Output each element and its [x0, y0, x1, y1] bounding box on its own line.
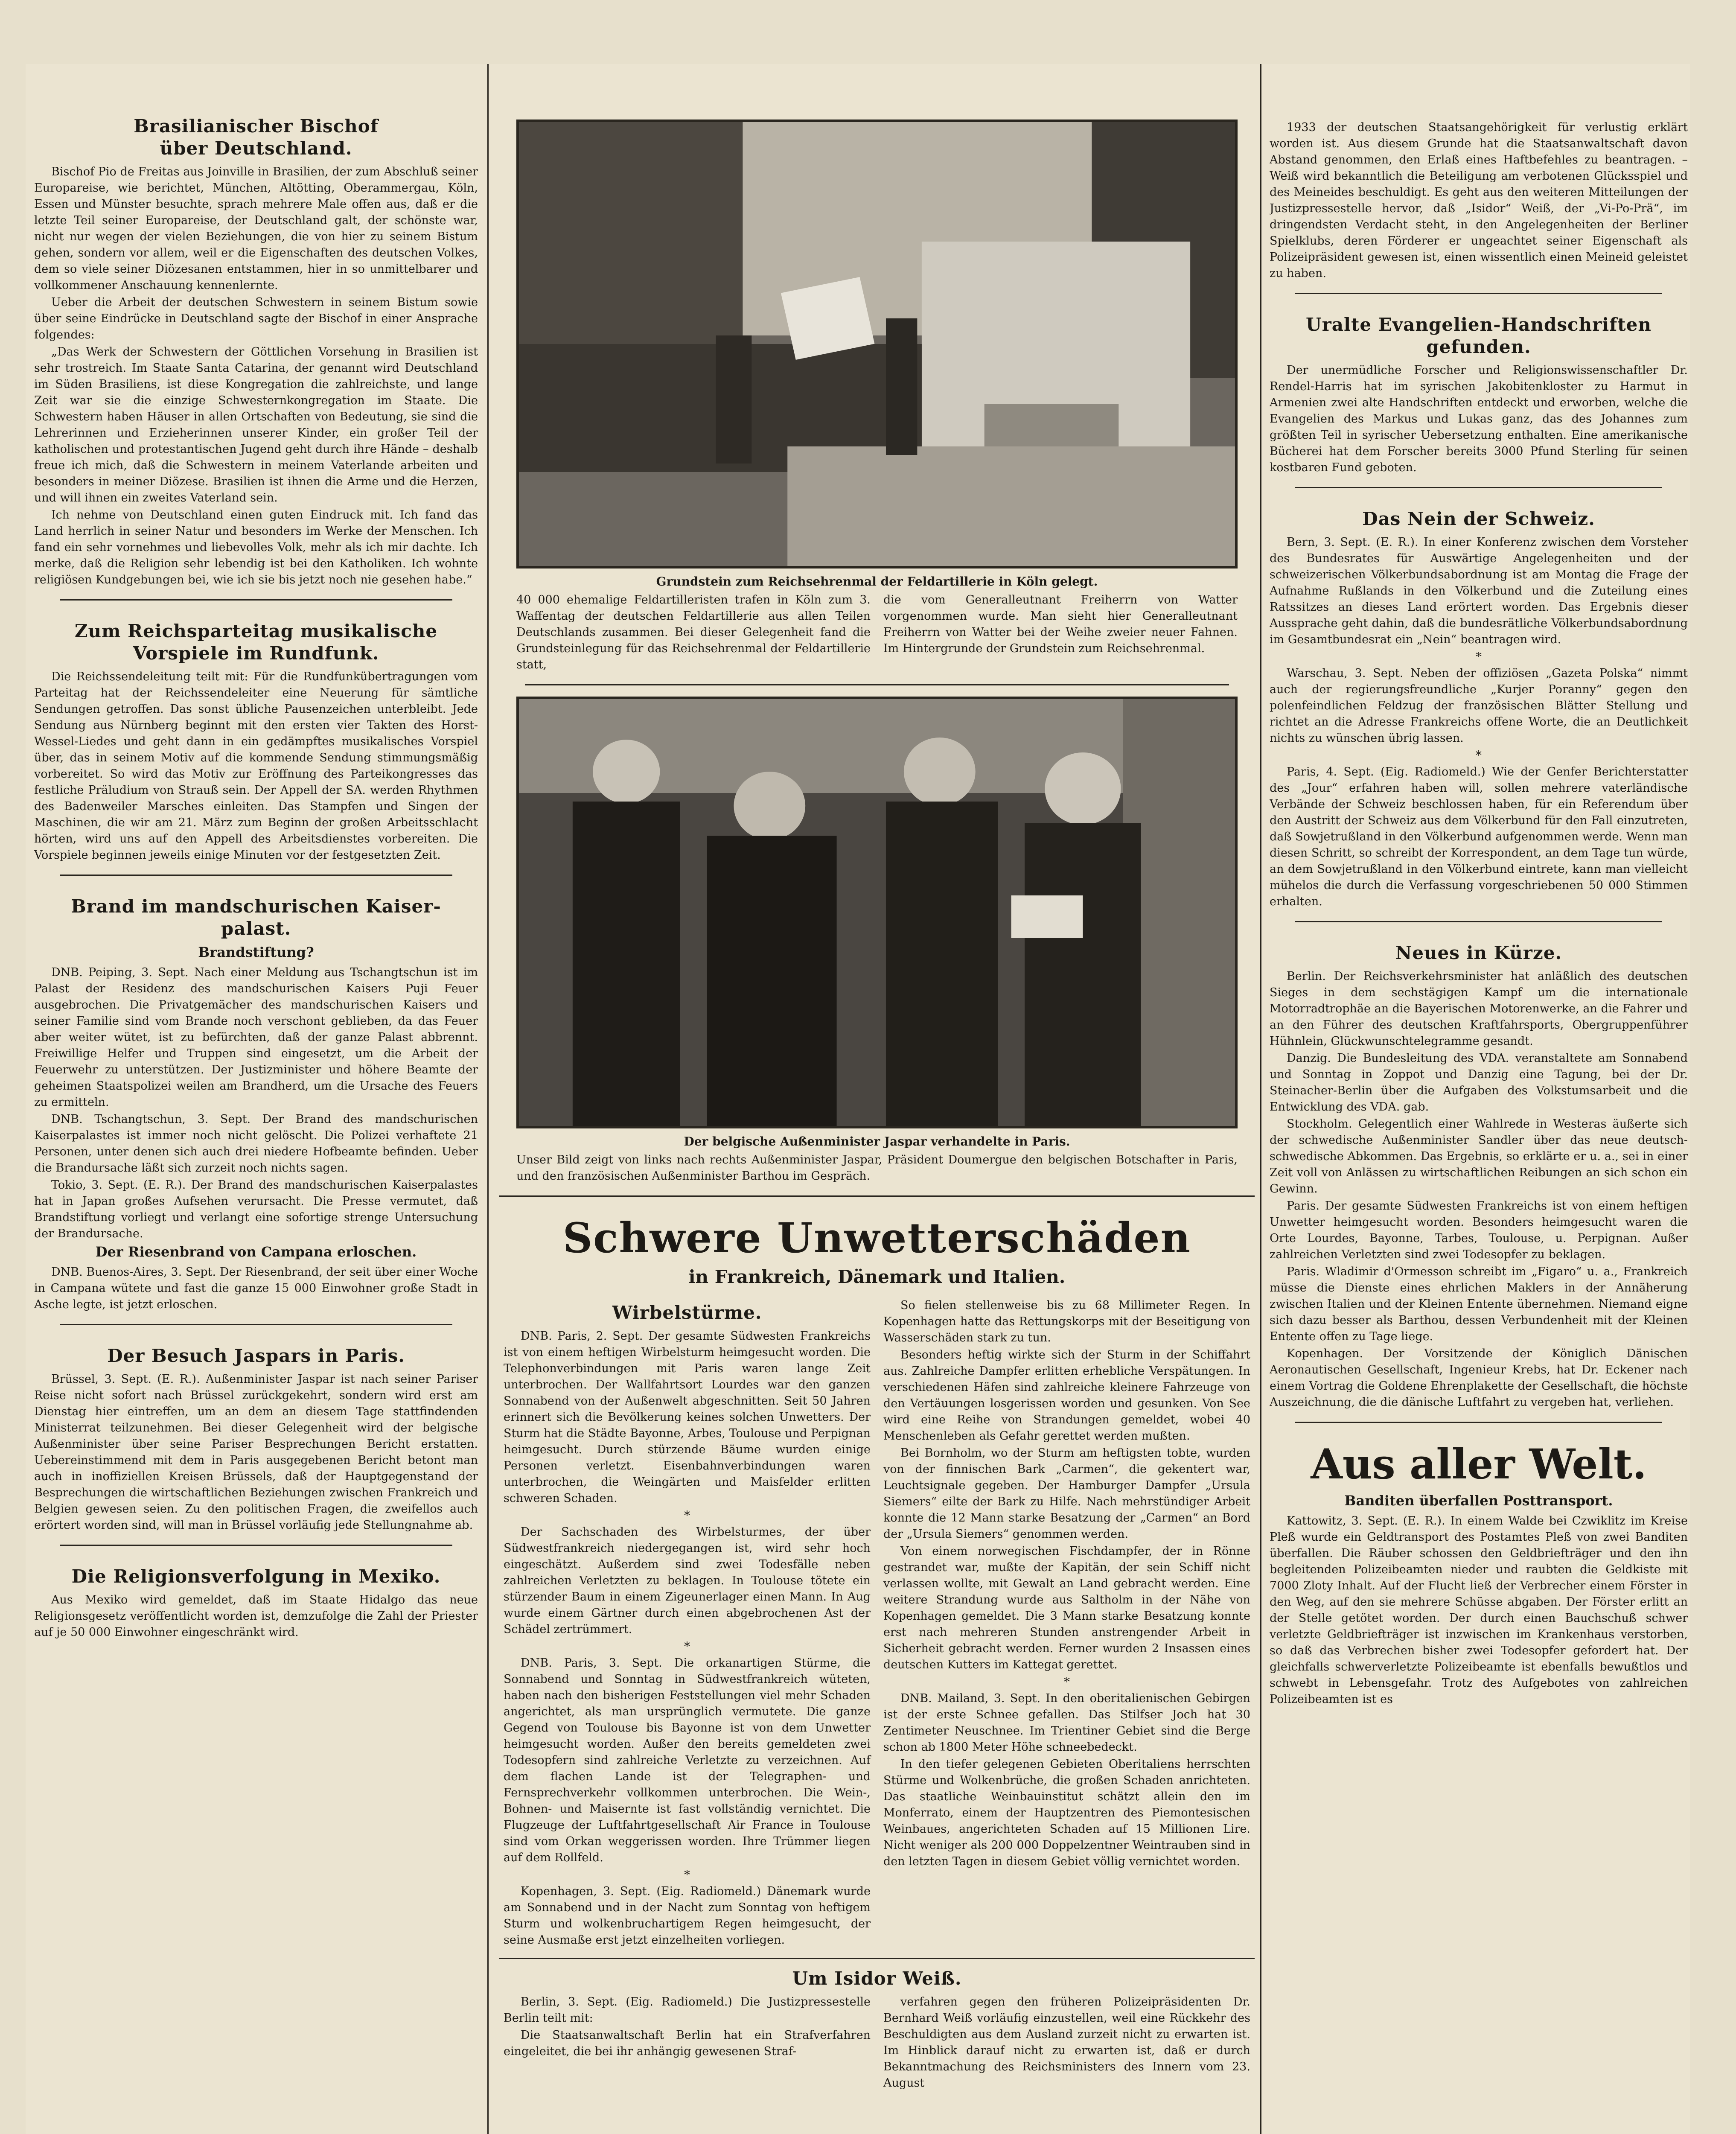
- article-text: DNB. Buenos-Aires, 3. Sept. Der Riesenbrand, der seit über einer Woche in Campana wütete und fast die ganze 15 000 Einwohner große Stadt in Asche legte, ist jetzt erloschen.: [34, 1265, 478, 1311]
- article-text: Warschau, 3. Sept. Neben der offiziösen „Gazeta Polska“ nimmt auch der regierungsfreundliche „Kurjer Poranny“ gegen den polenfeindlichen Feldzug der französischen Blätter Stellung und richtet an die Adresse Frankreichs offene Worte, die an Deutlichkeit nichts zu wünschen übrig lassen.: [1270, 667, 1688, 745]
- article-text: 1933 der deutschen Staatsangehörigkeit für verlustig erklärt worden ist. Aus diesem Grunde hat die Staatsanwaltschaft davon Abstand genommen, den Erlaß eines Haftbefehles zu beantragen. – Weiß wird bekanntlich die Beteiligung am verbotenen Glücksspiel und des Meineides beschuldigt. Es geht aus den weiteren Mitteilungen der Justizpressestelle hervor, daß „Isidor“ Weiß, der „Vi-Po-Prä“, im dringendsten Verdacht steht, in den Angelegenheiten der Berliner Spielklubs, deren Förderer er ungeachtet seiner Eigenschaft als Polizeipräsident gewesen ist, einen wissentlich einen Meineid geleistet zu haben.: [1270, 121, 1688, 280]
- article-text: Der unermüdliche Forscher und Religionswissenschaftler Dr. Rendel-Harris hat im syrischen Jakobitenkloster zu Harmut in Armenien zwei alte Handschriften entdeckt und erworben, welche die Evangelien des Markus und Lukas ganz, das des Johannes zum größten Teil in syrischer Uebersetzung enthalten. Eine amerikanische Bücherei hat dem Forscher bereits 3000 Pfund Sterling für seinen kostbaren Fund geboten.: [1270, 364, 1688, 474]
- column-rule-left: [487, 64, 489, 2134]
- divider: [1295, 487, 1662, 488]
- article-text: Berlin. Der Reichsverkehrsminister hat anläßlich des deutschen Sieges in dem sechstägigen Kampf um die internationale Motorradtrophäe an die Bayerischen Motorenwerke, an die Fahrer und an den Führer des deutschen Kraftfahrsports, Obergruppenführer Hühnlein, Glückwunschtelegramme gesandt.: [1270, 970, 1688, 1048]
- divider: [1295, 1422, 1662, 1423]
- photo-jaspar-image: [519, 699, 1235, 1126]
- article-text: Paris. Wladimir d'Ormesson schreibt im „Figaro“ u. a., Frankreich müsse die Dienste eines ehrlichen Maklers in der Annäherung zwischen Italien und der Kleinen Entente übernehmen. Niemand eigne sich dazu besser als Barthou, dessen Verbundenheit mit der Kleinen Entente offen zu Tage liege.: [1270, 1265, 1688, 1343]
- divider: [525, 684, 1229, 685]
- article-text: Brüssel, 3. Sept. (E. R.). Außenminister Jaspar ist nach seiner Pariser Reise nicht sofort nach Brüssel zurückgekehrt, sondern wird erst am Dienstag hier eintreffen, um an dem an diesem Tage stattfindenden Ministerrat teilzunehmen. Bei dieser Gelegenheit wird der belgische Außenminister über seine Pariser Besprechungen Bericht erstatten. Uebereinstimmend mit dem in Paris ausgegebenen Bericht betont man auch in inoffiziellen Kreisen Brüssels, daß der Hauptgegenstand der Besprechungen die wirtschaftlichen Beziehungen zwischen Frankreich und Belgien gewesen seien. Zu den politischen Fragen, die zweifellos auch erörtert worden sind, will man in Brüssel vorläufig jede Stellungnahme ab.: [34, 1373, 478, 1532]
- article-title-mexiko: Die Religionsverfolgung in Mexiko.: [71, 1566, 441, 1587]
- middle-column: Grundstein zum Reichsehrenmal der Feldartillerie in Köln gelegt. 40 000 ehemalige Feldartilleristen trafen in Köln zum 3. Waffentag der deutschen Feldartillerie aus allen Teilen Deutschlands zusammen. Bei dieser Gelegenheit fand die Grundsteinlegung für das Reichsehrenmal der Feldartillerie statt, die vom Generalleutnant Freiherrn von Watter vorgenommen wurde. Man sieht hier Generalleutnant Freiherrn von Watter bei der Weihe zweier neuer Fahnen. Im Hintergrunde der Grundstein zum Reichsehrenmal. Der belgische Außenminister Jaspar verhandelte in Paris. Unser Bild zeigt von links nach rechts Außenminister Jaspar, Präsident Doumergue den belgischen Botschafter in Paris, und den französischen Außenminister Barthou im Gespräch. Schwere Unwetterschäden in Frankreich, Dänemark und Italien. Wirbelstürme. DNB. Paris, 2. Sept. Der gesamte Südwesten Frankreichs ist von einem heftigen Wirbelsturm heimgesucht worden. Die Telephonverbindungen mit Paris waren lange Zeit unterbrochen. Der Wallfahrtsort Lourdes war den ganzen Sonnabend von der Außenwelt abgeschnitten. Seit 50 Jahren erinnert sich die Bevölkerung keines solchen Unwetters. Der Sturm hat die Städte Bayonne, Arbes, Toulouse und Perpignan heimgesucht. Durch stürzende Bäume wurden einige Personen verletzt. Eisenbahnverbindungen waren unterbrochen, die Weingärten und Maisfelder erlitten schweren Schaden. * Der Sachschaden des Wirbelsturmes, der über Südwestfrankreich niedergegangen ist, wird sehr hoch eingeschätzt. Außerdem sind zwei Todesfälle neben zahlreichen Verletzten zu beklagen. In Toulouse tötete ein stürzender Baum in einem Zigeunerlager einen Mann. In Aug wurde einem Gärtner durch einen abgebrochenen Ast der Schädel zertrümmert. * DNB. Paris, 3. Sept. Die orkanartigen Stürme, die Sonnabend und Sonntag in Südwestfrankreich wüteten, haben nach den bisherigen Feststellungen viel mehr Schaden angerichtet, als man ursprünglich vermutete. Die ganze Gegend von Toulouse bis Bayonne ist von dem Unwetter heimgesucht worden. Außer den bereits gemeldeten zwei Todesopfern sind zahlreiche Verletzte zu verzeichnen. Auf dem flachen Lande ist der Telegraphen- und Fernsprechverkehr vollkommen unterbrochen. Die Wein-, Bohnen- und Maisernte ist fast vollständig vernichtet. Die Flugzeuge der Luftfahrtgesellschaft Air France in Toulouse sind vom Orkan weggerissen worden. Ihre Trümmer liegen auf dem Rollfeld. * Kopenhagen, 3. Sept. (Eig. Radiomeld.) Dänemark wurde am Sonnabend und in der Nacht zum Sonntag von heftigem Sturm und wolkenbruchartigem Regen heimgesucht, der seine Ausmaße erst jetzt einzelheiten vorliegen. So fielen stellenweise bis zu 68 Millimeter Regen. In Kopenhagen hatte das Rettungskorps mit der Beseitigung von Wasserschäden stark zu tun. Besonders heftig wirkte sich der Sturm in der Schiffahrt aus. Zahlreiche Dampfer erlitten erhebliche Verspätungen. In verschiedenen Häfen sind zahlreiche kleinere Fahrzeuge von den Vertäuungen losgerissen worden und gesunken. Von See wird eine Reihe von Strandungen gemeldet, wobei 40 Menschenleben als Gefahr gerettet werden mußten. Bei Bornholm, wo der Sturm am heftigsten tobte, wurden von der finnischen Bark „Carmen“, die gekentert war, Leuchtsignale gegeben. Der Hamburger Dampfer „Ursula Siemers“ eilte der Bark zu Hilfe. Nach mehrstündiger Arbeit konnte die 12 Mann starke Besatzung der „Carmen“ an Bord der „Ursula Siemers“ genommen werden. Von einem norwegischen Fischdampfer, der in Rönne gestrandet war, mußte der Kapitän, der sein Schiff nicht verlassen wollte, mit Gewalt an Land gebracht werden. Eine weitere Strandung wurde aus Saltholm in der Nähe von Kopenhagen gemeldet. Die 3 Mann starke Besatzung konnte erst nach mehreren Stunden anstrengender Arbeit in Sicherheit gebracht werden. Ferner wurden 2 Insassen eines deutschen Kutters im Kattegat gerettet. * DNB. Mailand, 3. Sept. In den oberitalienischen Gebirgen ist der erste Schnee gefallen. Das Stilfser Joch hat 30 Zentimeter Neuschnee. Im Trientiner Gebiet sind die Berge schon ab 1800 Meter Höhe schneebedeckt. In den tiefer gelegenen Gebieten Oberitaliens herrschten Stürme und Wolkenbrüche, die großen Schaden anrichteten. Das staatliche Weinbauinstitut schätzt allein den im Monferrato, einem der Hauptzentren des Piemontesischen Weinbaues, angerichteten Schaden auf 15 Millionen Lire. Nicht weniger als 200 000 Doppelzentner Weintrauben sind in den letzten Tagen in diesem Gebiet völlig vernichtet worden. Um Isidor Weiß. Berlin, 3. Sept. (Eig. Radiomeld.) Die Justizpressestelle Berlin teilt mit: Die Staatsanwaltschaft Berlin hat ein Strafverfahren eingeleitet, die bei ihr anhängig gewesenen Straf- verfahren gegen den früheren Polizeipräsidenten Dr. Bernhard Weiß vorläufig einzustellen, weil eine Rückkehr des Beschuldigten aus dem Ausland zurzeit nicht zu erwarten ist. Im Hinblick darauf nicht zu erwarten ist, daß er durch Bekanntmachung des Reichsministers des Innern vom 23. August: [499, 64, 1255, 2092]
- article-text: Ueber die Arbeit der deutschen Schwestern in seinem Bistum sowie über seine Eindrücke in Deutschland sagte der Bischof in einer Ansprache folgendes:: [34, 296, 478, 341]
- article-title-rundfunk: Zum Reichsparteitag musikalische Vorspiele im Rundfunk.: [74, 621, 438, 664]
- article-text: DNB. Peiping, 3. Sept. Nach einer Meldung aus Tschangtschun ist im Palast der Residenz des mandschurischen Kaisers Puji Feuer ausgebrochen. Die Privatgemächer des mandschurischen Kaisers und seiner Familie sind vom Brande noch verschont geblieben, da das Feuer aber weiter wütet, ist zu befürchten, daß der ganze Palast abbrennt. Freiwillige Helfer und Truppen sind eingesetzt, um die Arbeit der Feuerwehr zu unterstützen. Der Justizminister und höhere Beamte der geheimen Staatspolizei weilen am Brandherd, um die Ursache des Feuers zu ermitteln.: [34, 966, 478, 1109]
- photo-feldartillerie: [516, 120, 1238, 568]
- photo-description: 40 000 ehemalige Feldartilleristen trafen in Köln zum 3. Waffentag der deutschen Feldartillerie aus allen Teilen Deutschlands zusammen. Bei dieser Gelegenheit fand die Grundsteinlegung für das Reichsehrenmal der Feldartillerie statt,: [516, 593, 871, 671]
- section-title-isidor: Um Isidor Weiß.: [792, 1968, 962, 1989]
- article-text: DNB. Paris, 3. Sept. Die orkanartigen Stürme, die Sonnabend und Sonntag in Südwestfrankreich wüteten, haben nach den bisherigen Feststellungen viel mehr Schaden angerichtet, als man ursprünglich vermutete. Die ganze Gegend von Toulouse bis Bayonne ist von dem Unwetter heimgesucht worden. Außer den bereits gemeldeten zwei Todesopfern sind zahlreiche Verletzte zu verzeichnen. Auf dem flachen Lande ist der Telegraphen- und Fernsprechverkehr vollkommen unterbrochen. Die Wein-, Bohnen- und Maisernte ist fast vollständig vernichtet. Die Flugzeuge der Luftfahrtgesellschaft Air France in Toulouse sind vom Orkan weggerissen worden. Ihre Trümmer liegen auf dem Rollfeld.: [504, 1656, 871, 1864]
- divider: [499, 1195, 1255, 1197]
- article-title-schweiz: Das Nein der Schweiz.: [1362, 508, 1595, 529]
- divider: [60, 1545, 452, 1546]
- article-text: Von einem norwegischen Fischdampfer, der in Rönne gestrandet war, mußte der Kapitän, der sein Schiff nicht verlassen wollte, mit Gewalt an Land gebracht werden. Eine weitere Strandung wurde aus Saltholm in der Nähe von Kopenhagen gemeldet. Die 3 Mann starke Besatzung konnte erst nach mehreren Stunden anstrengender Arbeit in Sicherheit gebracht werden. Ferner wurden 2 Insassen eines deutschen Kutters im Kattegat gerettet.: [883, 1545, 1250, 1671]
- article-title-bishop: Brasilianischer Bischof über Deutschland.: [134, 116, 379, 159]
- divider: [499, 1958, 1255, 1959]
- section-title-wirbelstuerme: Wirbelstürme.: [612, 1302, 762, 1323]
- article-text: Besonders heftig wirkte sich der Sturm in der Schiffahrt aus. Zahlreiche Dampfer erlitten erhebliche Verspätungen. In verschiedenen Häfen sind zahlreiche kleinere Fahrzeuge von den Vertäuungen losgerissen worden und gesunken. Von See wird eine Reihe von Strandungen gemeldet, wobei 40 Menschenleben als Gefahr gerettet werden mußten.: [883, 1348, 1250, 1443]
- article-subtitle: Der Riesenbrand von Campana erloschen.: [95, 1244, 417, 1260]
- article-text: „Das Werk der Schwestern der Göttlichen Vorsehung in Brasilien ist sehr trostreich. Im Staate Santa Catarina, der genannt wird Deutschland im Süden Brasiliens, ist diese Kongregation die zahlreichste, und lange Zeit war sie die einzige Schwesternkongregation im Staate. Die Schwestern haben Häuser in allen Ortschaften von Bedeutung, sie sind die Lehrerinnen und Erzieherinnen unserer Kinder, ein großer Teil der katholischen und protestantischen Jugend geht durch ihre Hände – deshalb freue ich mich, daß die Schwestern in meinem Vaterlande arbeiten und besonders in meiner Diözese. Brasilien ist ihnen die Arme und die Herzen, und will ihnen ein zweites Vaterland sein.: [34, 345, 478, 504]
- photo-caption: Der belgische Außenminister Jaspar verhandelte in Paris.: [684, 1134, 1070, 1149]
- article-title-palast: Brand im mandschurischen Kaiser- palast.: [71, 896, 441, 939]
- article-text: Paris. Der gesamte Südwesten Frankreichs ist von einem heftigen Unwetter heimgesucht worden. Besonders heimgesucht waren die Orte Lourdes, Bayonne, Tarbes, Toulouse, u. Perpignan. Außer zahlreichen Verletzten sind zwei Todesopfer zu beklagen.: [1270, 1199, 1688, 1261]
- newspaper-page: [26, 64, 1690, 2134]
- article-title-kuerze: Neues in Kürze.: [1395, 942, 1562, 963]
- article-text: So fielen stellenweise bis zu 68 Millimeter Regen. In Kopenhagen hatte das Rettungskorps mit der Beseitigung von Wasserschäden stark zu tun.: [883, 1299, 1250, 1344]
- article-text: DNB. Mailand, 3. Sept. In den oberitalienischen Gebirgen ist der erste Schnee gefallen. Das Stilfser Joch hat 30 Zentimeter Neuschnee. Im Trientiner Gebiet sind die Berge schon ab 1800 Meter Höhe schneebedeckt.: [883, 1692, 1250, 1754]
- photo-description: Unser Bild zeigt von links nach rechts Außenminister Jaspar, Präsident Doumergue den belgischen Botschafter in Paris, und den französischen Außenminister Barthou im Gespräch.: [516, 1153, 1238, 1183]
- article-title-jaspar: Der Besuch Jaspars in Paris.: [107, 1345, 405, 1366]
- divider: [60, 875, 452, 876]
- article-title-evangelien: Uralte Evangelien-Handschriften gefunden.: [1306, 314, 1652, 357]
- article-text: Paris, 4. Sept. (Eig. Radiomeld.) Wie der Genfer Berichterstatter des „Jour“ erfahren haben will, sollen mehrere vaterländische Verbände der Schweiz beschlossen haben, für ein Referendum über den Austritt der Schweiz aus dem Völkerbund für den Fall einzutreten, daß Sowjetrußland in den Völkerbund aufgenommen werde. Wenn man diesen Schritt, so schreibt der Korrespondent, an dem Tage tun würde, an dem Sowjetrußland in den Völkerbund eintrete, kann man vielleicht mühelos die durch die Verfassung vorgeschriebenen 50 000 Stimmen erhalten.: [1270, 765, 1688, 908]
- article-text: DNB. Paris, 2. Sept. Der gesamte Südwesten Frankreichs ist von einem heftigen Wirbelsturm heimgesucht worden. Die Telephonverbindungen mit Paris waren lange Zeit unterbrochen. Der Wallfahrtsort Lourdes war den ganzen Sonnabend von der Außenwelt abgeschnitten. Seit 50 Jahren erinnert sich die Bevölkerung keines solchen Unwetters. Der Sturm hat die Städte Bayonne, Arbes, Toulouse und Perpignan heimgesucht. Durch stürzende Bäume wurden einige Personen verletzt. Eisenbahnverbindungen waren unterbrochen, die Weingärten und Maisfelder erlitten schweren Schaden.: [504, 1329, 871, 1505]
- article-text: verfahren gegen den früheren Polizeipräsidenten Dr. Bernhard Weiß vorläufig einzustellen, weil eine Rückkehr des Beschuldigten aus dem Ausland zurzeit nicht zu erwarten ist. Im Hinblick darauf nicht zu erwarten ist, daß er durch Bekanntmachung des Reichsministers des Innern vom 23. August: [883, 1995, 1250, 2090]
- article-text: Tokio, 3. Sept. (E. R.). Der Brand des mandschurischen Kaiserpalastes hat in Japan großes Aufsehen verursacht. Die Presse vermutet, daß Brandstiftung vorliegt und verlangt eine sofortige strenge Untersuchung der Brandursache.: [34, 1178, 478, 1240]
- article-text: Danzig. Die Bundesleitung des VDA. veranstaltete am Sonnabend und Sonntag in Zoppot und Danzig eine Tagung, bei der Dr. Steinacher-Berlin über die Aufgaben des Volkstumsarbeit und die Entwicklung des VDA. gab.: [1270, 1052, 1688, 1114]
- article-text: Bei Bornholm, wo der Sturm am heftigsten tobte, wurden von der finnischen Bark „Carmen“, die gekentert war, Leuchtsignale gegeben. Der Hamburger Dampfer „Ursula Siemers“ eilte der Bark zu Hilfe. Nach mehrstündiger Arbeit konnte die 12 Mann starke Besatzung der „Carmen“ an Bord der „Ursula Siemers“ genommen werden.: [883, 1446, 1250, 1541]
- divider: [1295, 921, 1662, 922]
- headline-aus-aller-welt: Aus aller Welt.: [1311, 1440, 1647, 1488]
- photo-caption: Grundstein zum Reichsehrenmal der Feldartillerie in Köln gelegt.: [656, 574, 1098, 589]
- photo-jaspar: [516, 697, 1238, 1128]
- article-text: In den tiefer gelegenen Gebieten Oberitaliens herrschten Stürme und Wolkenbrüche, die großen Schaden anrichteten. Das staatliche Weinbauinstitut schätzt allein den im Monferrato, einem der Hauptzentren des Piemontesischen Weinbaues, angerichteten Schaden auf 15 Millionen Lire. Nicht weniger als 200 000 Doppelzentner Weintrauben sind in den letzten Tagen in diesem Gebiet völlig vernichtet worden.: [883, 1758, 1250, 1868]
- article-text: DNB. Tschangtschun, 3. Sept. Der Brand des mandschurischen Kaiserpalastes ist immer noch nicht gelöscht. Die Polizei verhaftete 21 Personen, unter denen sich auch drei niedere Hofbeamte befinden. Ueber die Brandursache läßt sich zurzeit noch nichts sagen.: [34, 1113, 478, 1175]
- article-text: Kopenhagen. Der Vorsitzende der Königlich Dänischen Aeronautischen Gesellschaft, Ingenieur Krebs, hat Dr. Eckener nach einem Vortrag die Goldene Ehrenplakette der Gesellschaft, die höchste Auszeichnung, die die dänische Luftfahrt zu vergeben hat, verliehen.: [1270, 1347, 1688, 1409]
- article-text: Bern, 3. Sept. (E. R.). In einer Konferenz zwischen dem Vorsteher des Bundesrates für Auswärtige Angelegenheiten und der schweizerischen Völkerbundsabordnung ist am Montag die Frage der Aufnahme Rußlands in den Völkerbund und die Zuteilung eines Ratssitzes an dieses Land erörtert worden. Das Ergebnis dieser Aussprache geht dahin, daß die bundesrätliche Völkerbundsabordnung im Gesamtbundesrat ein „Nein“ beantragen wird.: [1270, 536, 1688, 646]
- article-text: Die Reichssendeleitung teilt mit: Für die Rundfunkübertragungen vom Parteitag hat der Reichssendeleiter eine Neuerung für sämtliche Sendungen getroffen. Das sonst übliche Pausenzeichen unterbleibt. Jede Sendung aus Nürnberg beginnt mit den ersten vier Takten des Horst-Wessel-Liedes und geht dann in ein gedämpftes musikalisches Vorspiel über, das in seinem Motiv auf die kommende Sendung stimmungsmäßig vorbereitet. So wird das Motiv zur Eröffnung des Parteikongresses das festliche Präludium von Strauß sein. Der Appell der SA. werden Rhythmen des Badenweiler Marsches einleiten. Das Stampfen und Singen der Maschinen, die wir am 21. März zum Beginn der großen Arbeitsschlacht hörten, wird uns auf den Appell des Arbeitsdienstes vorbereiten. Die Vorspiele beginnen jeweils einige Minuten vor der festgesetzten Zeit.: [34, 670, 478, 862]
- article-subtitle: Banditen überfallen Posttransport.: [1344, 1493, 1613, 1509]
- left-column: [34, 64, 478, 1641]
- article-text: Bischof Pio de Freitas aus Joinville in Brasilien, der zum Abschluß seiner Europareise, wie berichtet, München, Altötting, Oberammergau, Köln, Essen und Münster besuchte, sprach mehrere Male offen aus, daß er die letzte Teil seiner Europareise, der Deutschland galt, der schönste war, nicht nur wegen der vielen Beziehungen, die von hier zu seinem Bistum gehen, sondern vor allem, weil er die Eigenschaften des deutschen Volkes, dem so viele seiner Diözesanen entstammen, hier in so unmittelbarer und vollkommener Anschauung kennenlernte.: [34, 165, 478, 292]
- photo-feldartillerie-image: [519, 122, 1235, 566]
- article-text: Aus Mexiko wird gemeldet, daß im Staate Hidalgo das neue Religionsgesetz veröffentlicht worden ist, demzufolge die Zahl der Priester auf je 50 000 Einwohner eingeschränkt wird.: [34, 1593, 478, 1639]
- divider: [60, 599, 452, 601]
- column-rule-right: [1260, 64, 1261, 2134]
- article-subtitle: Brandstiftung?: [198, 944, 314, 960]
- photo-description: die vom Generalleutnant Freiherrn von Watter vorgenommen wurde. Man sieht hier Generalleutnant Freiherrn von Watter bei der Weihe zweier neuer Fahnen. Im Hintergrunde der Grundstein zum Reichsehrenmal.: [883, 593, 1238, 655]
- article-text: Ich nehme von Deutschland einen guten Eindruck mit. Ich fand das Land herrlich in seiner Natur und besonders im Werke der Menschen. Ich fand ein sehr vornehmes und liebevolles Volk, mehr als ich mir dachte. Ich merke, daß die Religion sehr lebendig ist bei den Katholiken. Ich wohnte religiösen Kundgebungen bei, wie ich sie bis jetzt noch nie gesehen habe.“: [34, 508, 478, 586]
- article-text: Berlin, 3. Sept. (Eig. Radiomeld.) Die Justizpressestelle Berlin teilt mit:: [504, 1995, 871, 2025]
- article-text: Kattowitz, 3. Sept. (E. R.). In einem Walde bei Czwiklitz im Kreise Pleß wurde ein Geldtransport des Postamtes Pleß von zwei Banditen überfallen. Die Räuber schossen den Geldbriefträger und den ihn begleitenden Polizeibeamten nieder und raubten die Geldkiste mit 7000 Zloty Inhalt. Auf der Flucht ließ der Verbrecher einem Förster in den Weg, auf den sie mehrere Schüsse abgaben. Der Förster erlitt an der Stelle getötet worden. Der durch einen Bauchschuß schwer verletzte Geldbriefträger ist inzwischen im Krankenhaus verstorben, so daß das Verbrechen bisher zwei Todesopfer gefordert hat. Der gleichfalls schwerverletzte Polizeibeamte ist ebenfalls bewußtlos und schwebt in Lebensgefahr. Trotz des Aufgebotes von zahlreichen Polizeibeamten ist es: [1270, 1514, 1688, 1706]
- right-column: 1933 der deutschen Staatsangehörigkeit für verlustig erklärt worden ist. Aus diesem Grunde hat die Staatsanwaltschaft davon Abstand genommen, den Erlaß eines Haftbefehles zu beantragen. – Weiß wird bekanntlich die Beteiligung am verbotenen Glücksspiel und des Meineides beschuldigt. Es geht aus den weiteren Mitteilungen der Justizpressestelle hervor, daß „Isidor“ Weiß, der „Vi-Po-Prä“, im dringendsten Verdacht steht, in den Angelegenheiten der Berliner Spielklubs, deren Förderer er ungeachtet seiner Eigenschaft als Polizeipräsident gewesen ist, einen wissentlich einen Meineid geleistet zu haben. Uralte Evangelien-Handschriften gefunden. Der unermüdliche Forscher und Religionswissenschaftler Dr. Rendel-Harris hat im syrischen Jakobitenkloster zu Harmut in Armenien zwei alte Handschriften entdeckt und erworben, welche die Evangelien des Markus und Lukas ganz, das des Johannes zum größten Teil in syrischer Uebersetzung enthalten. Eine amerikanische Bücherei hat dem Forscher bereits 3000 Pfund Sterling für seinen kostbaren Fund geboten. Das Nein der Schweiz. Bern, 3. Sept. (E. R.). In einer Konferenz zwischen dem Vorsteher des Bundesrates für Auswärtige Angelegenheiten und der schweizerischen Völkerbundsabordnung ist am Montag die Frage der Aufnahme Rußlands in den Völkerbund und die Zuteilung eines Ratssitzes an dieses Land erörtert worden. Das Ergebnis dieser Aussprache geht dahin, daß die bundesrätliche Völkerbundsabordnung im Gesamtbundesrat ein „Nein“ beantragen wird. * Warschau, 3. Sept. Neben der offiziösen „Gazeta Polska“ nimmt auch der regierungsfreundliche „Kurjer Poranny“ gegen den polenfeindlichen Feldzug der französischen Blätter Stellung und richtet an die Adresse Frankreichs offene Worte, die an Deutlichkeit nichts zu wünschen übrig lassen. * Paris, 4. Sept. (Eig. Radiomeld.) Wie der Genfer Berichterstatter des „Jour“ erfahren haben will, sollen mehrere vaterländische Verbände der Schweiz beschlossen haben, für ein Referendum über den Austritt der Schweiz aus dem Völkerbund für den Fall einzutreten, daß Sowjetrußland in den Völkerbund aufgenommen werde. Wenn man diesen Schritt, so schreibt der Korrespondent, an dem Tage tun würde, an dem Sowjetrußland in den Völkerbund eintrete, kann man vielleicht mühelos die durch die Verfassung vorgeschriebenen 50 000 Stimmen erhalten. Neues in Kürze. Berlin. Der Reichsverkehrsminister hat anläßlich des deutschen Sieges in dem sechstägigen Kampf um die internationale Motorradtrophäe an die Bayerischen Motorenwerke, an die Fahrer und an den Führer des deutschen Kraftfahrsports, Obergruppenführer Hühnlein, Glückwunschtelegramme gesandt. Danzig. Die Bundesleitung des VDA. veranstaltete am Sonnabend und Sonntag in Zoppot und Danzig eine Tagung, bei der Dr. Steinacher-Berlin über die Aufgaben des Volkstumsarbeit und die Entwicklung des VDA. gab. Stockholm. Gelegentlich einer Wahlrede in Westeras äußerte sich der schwedische Außenminister Sandler über das neue deutsch-schwedische Abkommen. Das Ergebnis, so erklärte er u. a., sei in einer Zeit voll von Anlässen zu wirtschaftlichen Reibungen an sich schon ein Gewinn. Paris. Der gesamte Südwesten Frankreichs ist von einem heftigen Unwetter heimgesucht worden. Besonders heimgesucht waren die Orte Lourdes, Bayonne, Tarbes, Toulouse, u. Perpignan. Außer zahlreichen Verletzten sind zwei Todesopfer zu beklagen. Paris. Wladimir d'Ormesson schreibt im „Figaro“ u. a., Frankreich müsse die Dienste eines ehrlichen Maklers in der Annäherung zwischen Italien und der Kleinen Entente übernehmen. Niemand eigne sich dazu besser als Barthou, dessen Verbundenheit mit der Kleinen Entente offen zu Tage liege. Kopenhagen. Der Vorsitzende der Königlich Dänischen Aeronautischen Gesellschaft, Ingenieur Krebs, hat Dr. Eckener nach einem Vortrag die Goldene Ehrenplakette der Gesellschaft, die höchste Auszeichnung, die die dänische Luftfahrt zu vergeben hat, verliehen. Aus aller Welt. Banditen überfallen Posttransport. Kattowitz, 3. Sept. (E. R.). In einem Walde bei Czwiklitz im Kreise Pleß wurde ein Geldtransport des Postamtes Pleß von zwei Banditen überfallen. Die Räuber schossen den Geldbriefträger und den ihn begleitenden Polizeibeamten nieder und raubten die Geldkiste mit 7000 Zloty Inhalt. Auf der Flucht ließ der Verbrecher einem Förster in den Weg, auf den sie mehrere Schüsse abgaben. Der Förster erlitt an der Stelle getötet worden. Der durch einen Bauchschuß schwer verletzte Geldbriefträger ist inzwischen im Krankenhaus verstorben, so daß das Verbrechen bisher zwei Todesopfer gefordert hat. Der gleichfalls schwerverletzte Polizeibeamte ist ebenfalls bewußtlos und schwebt in Lebensgefahr. Trotz des Aufgebotes von zahlreichen Polizeibeamten ist es: [1270, 64, 1688, 1708]
- divider: [1295, 293, 1662, 294]
- article-text: Der Sachschaden des Wirbelsturmes, der über Südwestfrankreich niedergegangen ist, wird sehr hoch eingeschätzt. Außerdem sind zwei Todesfälle neben zahlreichen Verletzten zu beklagen. In Toulouse tötete ein stürzender Baum in einem Zigeunerlager einen Mann. In Aug wurde einem Gärtner durch einen abgebrochenen Ast der Schädel zertrümmert.: [504, 1525, 871, 1636]
- headline-subtitle: in Frankreich, Dänemark und Italien.: [688, 1266, 1066, 1287]
- article-text: Stockholm. Gelegentlich einer Wahlrede in Westeras äußerte sich der schwedische Außenminister Sandler über das neue deutsch-schwedische Abkommen. Das Ergebnis, so erklärte er u. a., sei in einer Zeit voll von Anlässen zu wirtschaftlichen Reibungen an sich schon ein Gewinn.: [1270, 1117, 1688, 1195]
- headline-unwetter: Schwere Unwetterschäden: [562, 1214, 1191, 1262]
- divider: [60, 1324, 452, 1325]
- article-text: Die Staatsanwaltschaft Berlin hat ein Strafverfahren eingeleitet, die bei ihr anhängig gewesenen Straf-: [504, 2029, 871, 2058]
- article-text: Kopenhagen, 3. Sept. (Eig. Radiomeld.) Dänemark wurde am Sonnabend und in der Nacht zum Sonntag von heftigem Sturm und wolkenbruchartigem Regen heimgesucht, der seine Ausmaße erst jetzt einzelheiten vorliegen.: [504, 1885, 871, 1947]
